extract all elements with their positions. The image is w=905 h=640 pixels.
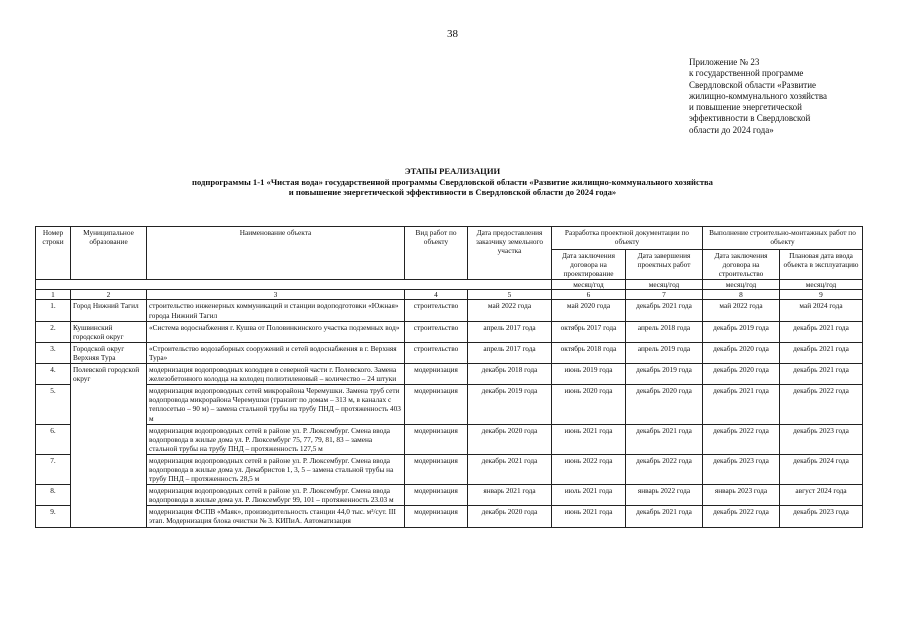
design-end-cell: декабрь 2021 года (626, 424, 703, 454)
title-line: ЭТАПЫ РЕАЛИЗАЦИИ (404, 166, 501, 176)
stages-table (35, 226, 863, 528)
work-type-cell: модернизация (405, 506, 468, 527)
column-number: 7 (626, 290, 703, 300)
row-number: 8. (36, 485, 71, 506)
design-end-cell: декабрь 2020 года (626, 385, 703, 424)
municipality-cell: Полевской городской округ (71, 364, 147, 528)
object-cell: строительство инженерных коммуникаций и станции водоподготовки «Южная» города Нижний Тагил (147, 300, 405, 321)
build-contract-cell: январь 2023 года (703, 485, 780, 506)
column-number: 6 (552, 290, 626, 300)
document-title (0, 166, 905, 198)
table-row (36, 385, 863, 424)
header-design-contract-date: Дата заключения договора на проектирование (552, 250, 626, 280)
appendix-line: и повышение энергетической (689, 102, 802, 113)
object-cell: модернизация ФСПВ «Маяк», производительность станции 44,0 тыс. м³/сут. III этап. Модернизация блока очистки № 3. КИПиА. Автоматизация (147, 506, 405, 527)
appendix-line: Приложение № 23 (689, 57, 760, 67)
provision-date-cell: декабрь 2020 года (468, 506, 552, 527)
design-contract-cell: май 2020 года (552, 300, 626, 321)
subtitle-line: подпрограммы 1-1 «Чистая вода» государственной программы Свердловской области «Развитие жилищно-коммунального хозяйства (192, 176, 713, 187)
unit-label: месяц/год (626, 280, 703, 290)
design-contract-cell: июнь 2021 года (552, 506, 626, 527)
commission-cell: декабрь 2023 года (780, 506, 863, 527)
appendix-line: эффективности в Свердловской (689, 113, 811, 124)
column-number: 3 (147, 290, 405, 300)
row-number: 1. (36, 300, 71, 321)
header-design-end-date: Дата завершения проектных работ (626, 250, 703, 280)
build-contract-cell: май 2022 года (703, 300, 780, 321)
commission-cell: декабрь 2021 года (780, 364, 863, 385)
table-row (36, 300, 863, 321)
header-municipality: Муниципальное образование (71, 227, 147, 280)
work-type-cell: модернизация (405, 485, 468, 506)
unit-label: месяц/год (703, 280, 780, 290)
commission-cell: декабрь 2021 года (780, 342, 863, 363)
commission-cell: май 2024 года (780, 300, 863, 321)
column-number: 9 (780, 290, 863, 300)
design-end-cell: апрель 2019 года (626, 342, 703, 363)
header-object-name: Наименование объекта (147, 227, 405, 280)
row-number: 2. (36, 321, 71, 342)
municipality-cell: Городской округ Верхняя Тура (71, 342, 147, 363)
provision-date-cell: май 2022 года (468, 300, 552, 321)
design-contract-cell: июнь 2019 года (552, 364, 626, 385)
row-number: 6. (36, 424, 71, 454)
table-row (36, 321, 863, 342)
provision-date-cell: апрель 2017 года (468, 321, 552, 342)
commission-cell: декабрь 2021 года (780, 321, 863, 342)
design-contract-cell: июль 2021 года (552, 485, 626, 506)
build-contract-cell: декабрь 2022 года (703, 424, 780, 454)
build-contract-cell: декабрь 2022 года (703, 506, 780, 527)
header-work-type: Вид работ по объекту (405, 227, 468, 280)
work-type-cell: модернизация (405, 424, 468, 454)
object-cell: модернизация водопроводных колодцев в северной части г. Полевского. Замена железобетонного колодца на колодец полиэтиленовый – количество – 24 штуки (147, 364, 405, 385)
page-number: 38 (447, 28, 458, 40)
provision-date-cell: декабрь 2018 года (468, 364, 552, 385)
design-contract-cell: октябрь 2018 года (552, 342, 626, 363)
design-contract-cell: июнь 2022 года (552, 454, 626, 484)
unit-label: месяц/год (780, 280, 863, 290)
subtitle-line: и повышение энергетической эффективности в Свердловской области до 2024 года» (288, 187, 617, 198)
row-number: 9. (36, 506, 71, 527)
work-type-cell: модернизация (405, 385, 468, 424)
provision-date-cell: декабрь 2019 года (468, 385, 552, 424)
header-design-group: Разработка проектной документации по объекту (552, 227, 703, 250)
build-contract-cell: декабрь 2021 года (703, 385, 780, 424)
design-end-cell: декабрь 2019 года (626, 364, 703, 385)
design-contract-cell: июнь 2020 года (552, 385, 626, 424)
appendix-note (689, 57, 889, 136)
header-construction-contract-date: Дата заключения договора на строительство (703, 250, 780, 280)
header-row-number: Номер строки (36, 227, 71, 280)
commission-cell: декабрь 2022 года (780, 385, 863, 424)
build-contract-cell: декабрь 2020 года (703, 342, 780, 363)
municipality-cell: Кушвинский городской округ (71, 321, 147, 342)
commission-cell: август 2024 года (780, 485, 863, 506)
design-contract-cell: июнь 2021 года (552, 424, 626, 454)
table-row (36, 424, 863, 454)
work-type-cell: строительство (405, 300, 468, 321)
provision-date-cell: январь 2021 года (468, 485, 552, 506)
object-cell: модернизация водопроводных сетей в районе ул. Р. Люксембург. Смена ввода водопровода в жилые дома ул. Декабристов 1, 3, 5 – замена стальной трубы на трубу ПНД – протяженность 28,5 м (147, 454, 405, 484)
column-number: 2 (71, 290, 147, 300)
table-row (36, 485, 863, 506)
column-number: 4 (405, 290, 468, 300)
table-row (36, 506, 863, 527)
build-contract-cell: декабрь 2020 года (703, 364, 780, 385)
appendix-line: Свердловской области «Развитие (689, 79, 817, 90)
object-cell: модернизация водопроводных сетей в районе ул. Р. Люксембург. Смена ввода водопровода в жилые дома ул. Р. Люксембург 99, 101 – протяженность 23.03 м (147, 485, 405, 506)
design-end-cell: декабрь 2021 года (626, 506, 703, 527)
header-provision-date: Дата предоставления заказчику земельного участка (468, 227, 552, 280)
design-end-cell: декабрь 2021 года (626, 300, 703, 321)
row-number: 4. (36, 364, 71, 385)
build-contract-cell: декабрь 2023 года (703, 454, 780, 484)
column-number: 1 (36, 290, 71, 300)
work-type-cell: строительство (405, 321, 468, 342)
build-contract-cell: декабрь 2019 года (703, 321, 780, 342)
column-number: 5 (468, 290, 552, 300)
row-number: 5. (36, 385, 71, 424)
work-type-cell: модернизация (405, 364, 468, 385)
work-type-cell: модернизация (405, 454, 468, 484)
row-number: 7. (36, 454, 71, 484)
table-row (36, 342, 863, 363)
work-type-cell: строительство (405, 342, 468, 363)
object-cell: «Система водоснабжения г. Кушва от Половинкинского участка подземных вод» (147, 321, 405, 342)
design-end-cell: январь 2022 года (626, 485, 703, 506)
appendix-line: к государственной программе (689, 68, 804, 79)
commission-cell: декабрь 2024 года (780, 454, 863, 484)
object-cell: модернизация водопроводных сетей в районе ул. Р. Люксембург. Смена ввода водопровода в жилые дома ул. Р. Люксембург 75, 77, 79, 81, 83 – замена стальной трубы на трубу ПНД – протяженность 127,5 м (147, 424, 405, 454)
table-row (36, 364, 863, 385)
object-cell: модернизация водопроводных сетей микрорайона Черемушки. Замена труб сети водопровода микрорайона Черемушки (транзит по домам – 313 м, в каналах с теплосетью – 90 м) – замена стальной трубы на трубу ПНД – протяженность 403 м (147, 385, 405, 424)
object-cell: «Строительство водозаборных сооружений и сетей водоснабжения в г. Верхняя Тура» (147, 342, 405, 363)
table-row (36, 454, 863, 484)
design-end-cell: декабрь 2022 года (626, 454, 703, 484)
municipality-cell: Город Нижний Тагил (71, 300, 147, 321)
row-number: 3. (36, 342, 71, 363)
unit-label: месяц/год (552, 280, 626, 290)
column-number: 8 (703, 290, 780, 300)
appendix-line: области до 2024 года» (689, 124, 774, 135)
commission-cell: декабрь 2023 года (780, 424, 863, 454)
design-end-cell: апрель 2018 года (626, 321, 703, 342)
provision-date-cell: декабрь 2021 года (468, 454, 552, 484)
header-construction-group: Выполнение строительно-монтажных работ по объекту (703, 227, 863, 250)
design-contract-cell: октябрь 2017 года (552, 321, 626, 342)
provision-date-cell: декабрь 2020 года (468, 424, 552, 454)
header-commissioning-date: Плановая дата ввода объекта в эксплуатацию (780, 250, 863, 280)
appendix-line: жилищно-коммунального хозяйства (689, 90, 827, 101)
provision-date-cell: апрель 2017 года (468, 342, 552, 363)
